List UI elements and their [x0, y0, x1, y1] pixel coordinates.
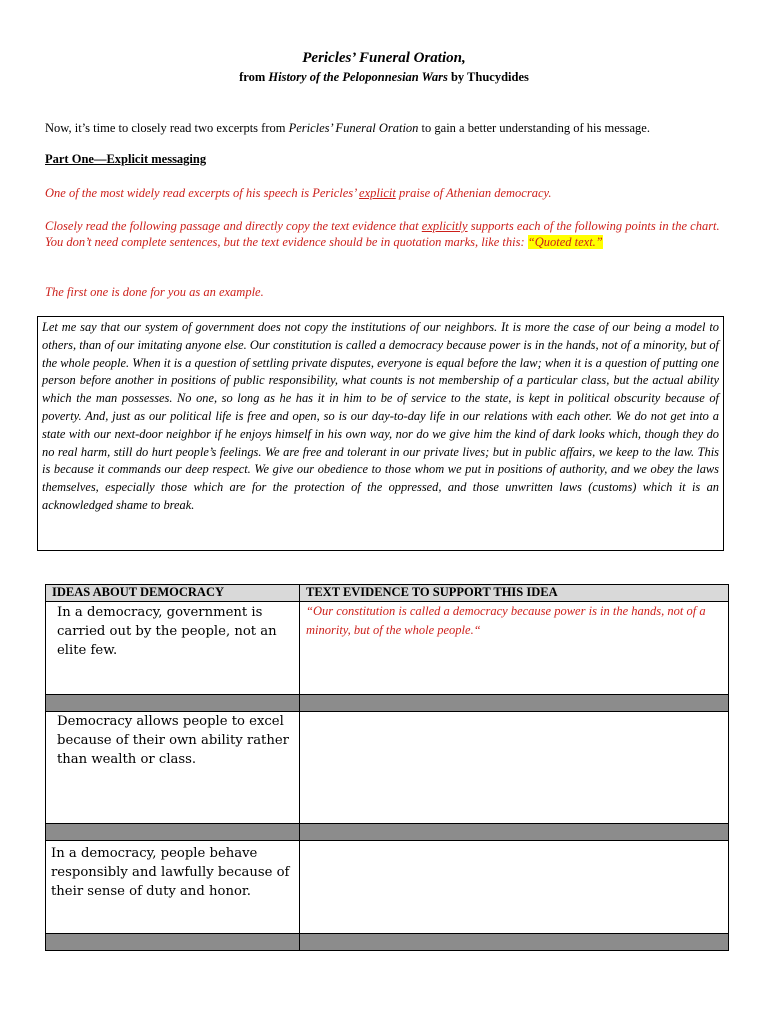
idea-cell — [46, 602, 300, 695]
separator-row — [46, 934, 729, 951]
underlined-word: explicit — [359, 186, 396, 200]
idea-text: In a democracy, government is carried out by the people, not an elite few. — [57, 605, 277, 658]
chart-header-row — [46, 585, 729, 602]
idea-cell — [46, 841, 300, 934]
democracy-chart — [45, 584, 729, 951]
header-evidence: TEXT EVIDENCE TO SUPPORT THIS IDEA — [300, 585, 729, 602]
evidence-cell[interactable] — [300, 841, 729, 934]
intro-text: Now, it’s time to closely read two excerpts from — [45, 121, 289, 135]
separator-cell — [46, 934, 300, 951]
idea-cell — [46, 712, 300, 824]
highlighted-example: “Quoted text.” — [527, 235, 603, 249]
evidence-text: “Our constitution is called a democracy because power is in the hands, not of a minority, but of the whole people.“ — [306, 604, 706, 637]
separator-cell — [46, 824, 300, 841]
instruction-text: One of the most widely read excerpts of his speech is Pericles’ — [45, 186, 360, 200]
instruction-paragraph-2 — [45, 218, 731, 250]
subtitle-suffix: by Thucydides — [447, 70, 529, 84]
separator-cell — [300, 934, 729, 951]
intro-text-end: to gain a better understanding of his message. — [418, 121, 650, 135]
instruction-text: Closely read the following passage and directly copy the text evidence that — [45, 219, 422, 233]
separator-row — [46, 824, 729, 841]
table-row — [46, 841, 729, 934]
table-row — [46, 602, 729, 695]
subtitle-prefix: from — [239, 70, 269, 84]
idea-text: Democracy allows people to excel because of their own ability rather than wealth or class. — [57, 714, 289, 767]
table-row — [46, 712, 729, 824]
underlined-word: explicitly — [421, 219, 468, 233]
header-ideas: IDEAS ABOUT DEMOCRACY — [46, 585, 300, 602]
instruction-text-end: praise of Athenian democracy. — [395, 186, 552, 200]
instruction-paragraph-3: The first one is done for you as an example. — [45, 285, 264, 299]
idea-text: In a democracy, people behave responsibly and lawfully because of their sense of duty and honor. — [51, 846, 290, 899]
separator-cell — [46, 695, 300, 712]
instruction-text-end: supports each of the following points in the chart. You don’t need complete sentences, but the text evidence should be in quotation marks, like this: — [45, 219, 720, 249]
evidence-cell[interactable] — [300, 602, 729, 695]
document-title: Pericles’ Funeral Oration, — [302, 50, 466, 66]
subtitle-work: History of the Peloponnesian Wars — [268, 70, 448, 84]
intro-paragraph — [45, 121, 650, 136]
separator-row — [46, 695, 729, 712]
separator-cell — [300, 824, 729, 841]
document-subtitle — [0, 70, 768, 85]
oration-passage: Let me say that our system of government does not copy the institutions of our neighbors. It is more the case of our being a model to others, than of our imitating anyone else. Our constitution is called a democracy because power is in the hands, not of a minority, but of the whole people. When it is a question of settling private disputes, everyone is equal before the law; when it is a question of putting one person before another in positions of public responsibility, what counts is not membership of a particular class, but the actual ability which the man possesses. No one, so long as he has it in him to be of service to the state, is kept in political obscurity because of poverty. And, just as our political life is free and open, so is our day-to-day life in our relations with each other. We do not get into a state with our next-door neighbor if he enjoys himself in his own way, nor do we give him the kind of dark looks which, though they do no real harm, still do hurt people’s feelings. We are free and tolerant in our private lives; but in public affairs, we keep to the law. This is because it commands our deep respect. We give our obedience to those whom we put in positions of authority, and we obey the laws themselves, especially those which are for the protection of the oppressed, and those unwritten laws (customs) which it is an acknowledged shame to break. — [37, 316, 724, 551]
evidence-cell[interactable] — [300, 712, 729, 824]
intro-work-title: Pericles’ Funeral Oration — [288, 121, 419, 135]
part-one-heading: Part One—Explicit messaging — [45, 152, 207, 166]
separator-cell — [300, 695, 729, 712]
instruction-paragraph-1 — [45, 185, 725, 201]
